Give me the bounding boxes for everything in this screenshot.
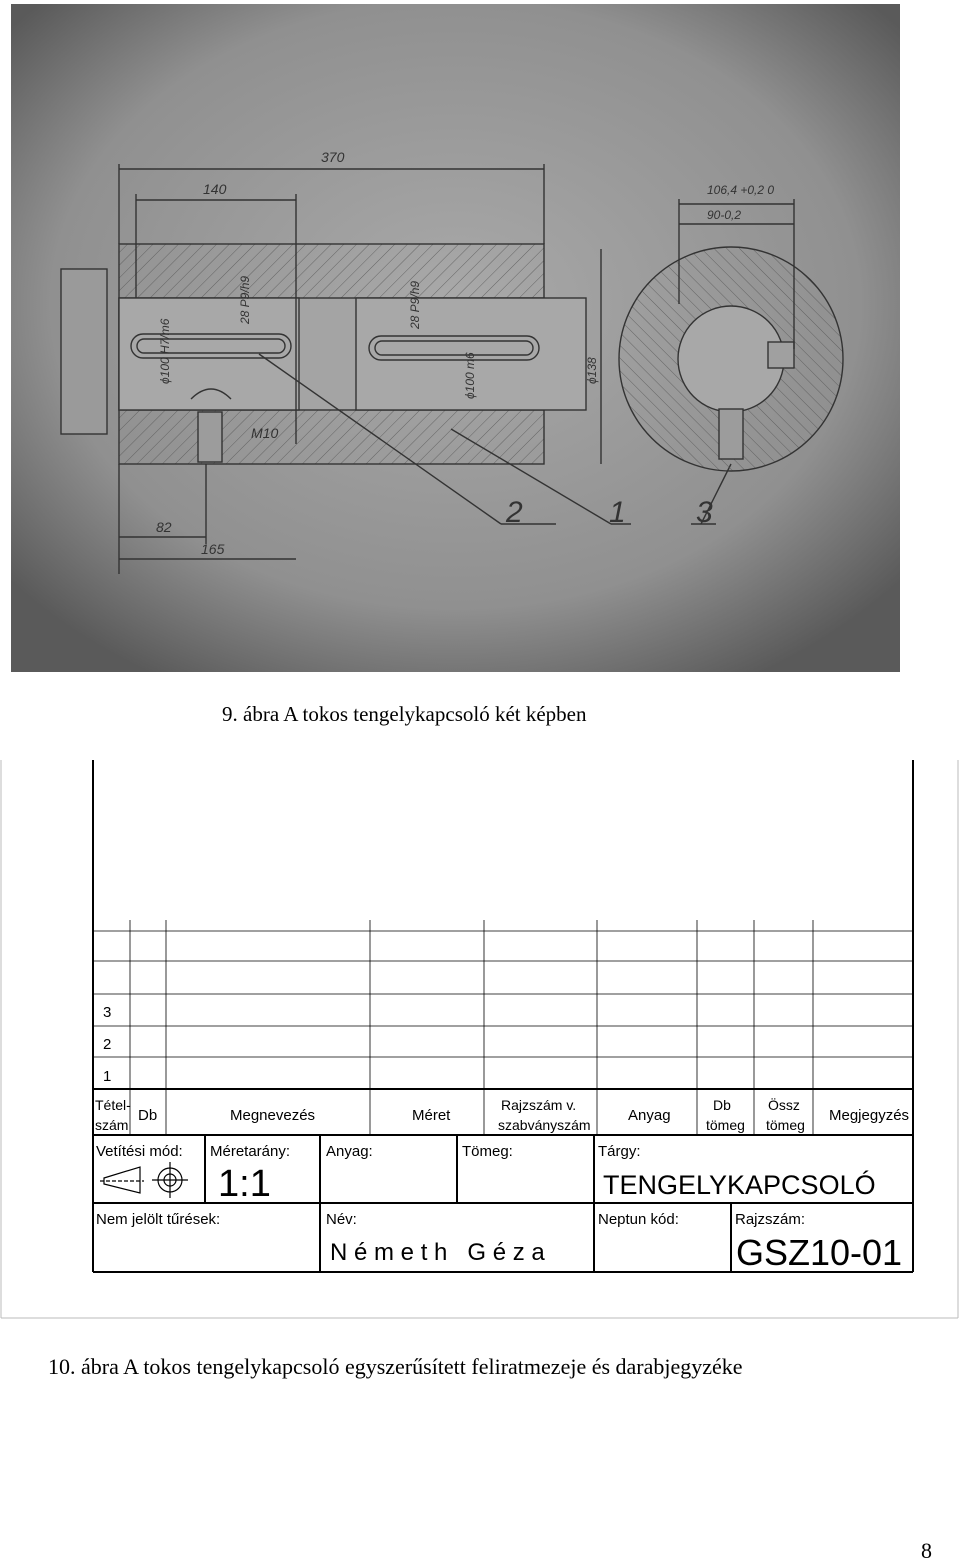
scale-value: 1:1 — [218, 1163, 271, 1205]
dim-90: 90-0,2 — [707, 208, 742, 222]
header-unit-mass-line2: tömeg — [706, 1117, 745, 1133]
header-total-mass-line1: Össz — [768, 1097, 800, 1113]
subject-value: TENGELYKAPCSOLÓ — [603, 1170, 876, 1200]
tolerance-label: Nem jelölt tűrések: — [96, 1211, 221, 1228]
dim-140: 140 — [203, 181, 227, 197]
header-item-line1: Tétel- — [95, 1097, 131, 1113]
dim-100-m6: ϕ100 m6 — [463, 352, 477, 399]
dim-100-fit: ϕ100 H7/m6 — [158, 318, 172, 384]
title-block — [0, 760, 960, 1320]
header-total-mass-line2: tömeg — [766, 1117, 805, 1133]
material-label: Anyag: — [326, 1143, 373, 1160]
header-material: Anyag — [628, 1107, 671, 1124]
drawing-number-value: GSZ10-01 — [736, 1232, 903, 1273]
page-number: 8 — [921, 1538, 932, 1563]
dim-28-left: 28 P9/h9 — [238, 275, 252, 324]
header-drawing-line1: Rajzszám v. — [501, 1097, 577, 1113]
name-value: N é m e t h G é z a — [330, 1239, 545, 1266]
item-label-3: 3 — [696, 496, 713, 529]
dim-106: 106,4 +0,2 0 — [707, 183, 775, 197]
item-label-1: 1 — [609, 496, 626, 529]
figure-9-caption: 9. ábra A tokos tengelykapcsoló két képben — [222, 702, 587, 726]
dim-370: 370 — [321, 149, 345, 165]
row-number-3: 3 — [103, 1004, 112, 1021]
header-item-line2: szám — [95, 1117, 129, 1133]
row-number-1: 1 — [103, 1068, 112, 1085]
header-unit-mass-line1: Db — [713, 1097, 731, 1113]
row-number-2: 2 — [103, 1036, 112, 1053]
projection-label: Vetítési mód: — [96, 1143, 183, 1160]
mass-label: Tömeg: — [462, 1143, 513, 1160]
header-drawing-line2: szabványszám — [498, 1117, 591, 1133]
dim-82: 82 — [156, 519, 172, 535]
item-label-2: 2 — [506, 496, 523, 529]
header-note: Megjegyzés — [829, 1107, 910, 1124]
header-name: Megnevezés — [230, 1107, 316, 1124]
subject-label: Tárgy: — [598, 1143, 641, 1160]
hand-drawing-photo — [11, 4, 900, 672]
hand-drawing-svg — [11, 4, 900, 672]
dim-m10: M10 — [251, 425, 279, 441]
name-label: Név: — [326, 1211, 357, 1228]
dim-165: 165 — [201, 541, 225, 557]
drawing-number-label: Rajzszám: — [735, 1211, 806, 1228]
dim-138: ϕ138 — [585, 357, 599, 384]
scale-label: Méretarány: — [210, 1143, 291, 1160]
header-qty: Db — [138, 1107, 158, 1124]
neptun-label: Neptun kód: — [598, 1211, 679, 1228]
header-size: Méret — [412, 1107, 451, 1124]
figure-10-caption: 10. ábra A tokos tengelykapcsoló egyszerűsített feliratmezeje és darabjegyzéke — [48, 1354, 743, 1379]
dim-28-right: 28 P9/h9 — [408, 280, 422, 329]
